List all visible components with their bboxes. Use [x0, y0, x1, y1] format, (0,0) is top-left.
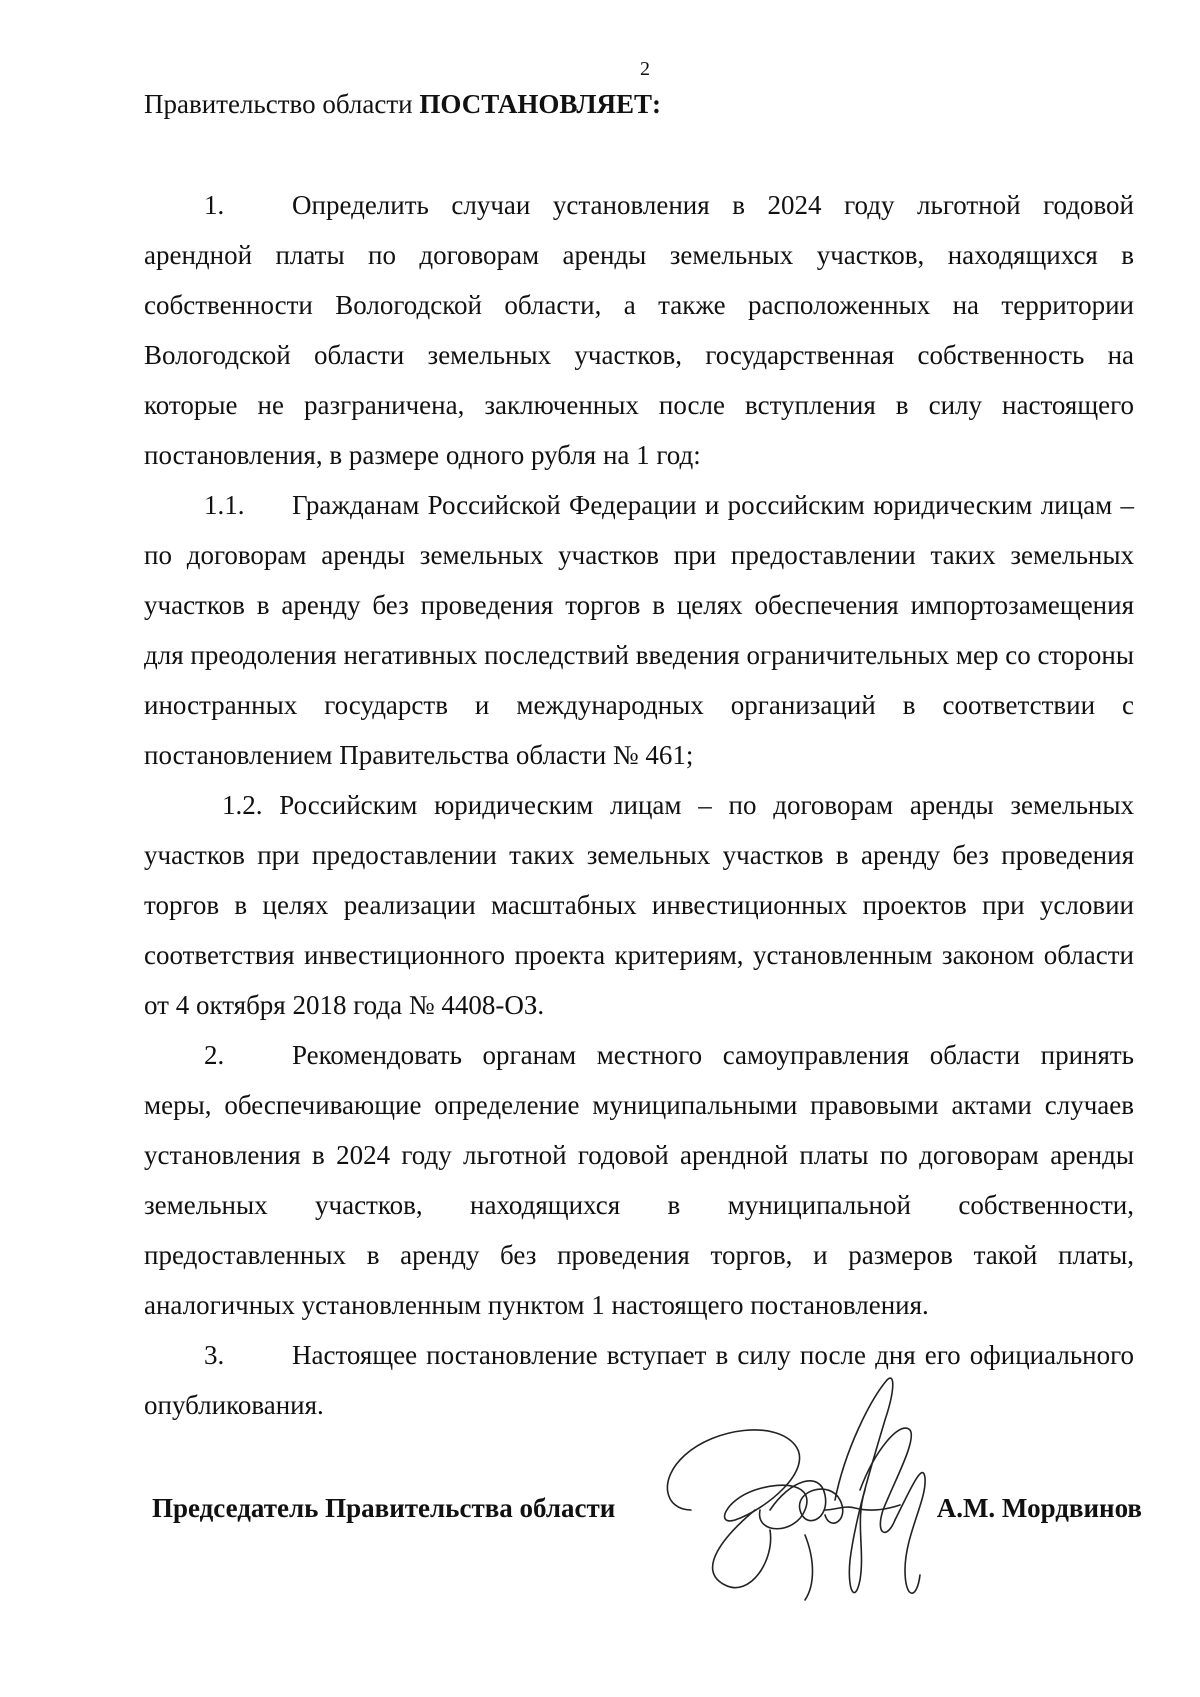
preamble-resolves: ПОСТАНОВЛЯЕТ:: [419, 89, 661, 119]
paragraph-text: Российским юридическим лицам – по договорам аренды земельных участков при предоставлении таких земельных участков в аренду без проведения торгов в целях реализации масштабных инвестиционных проектов при условии соответствия инвестиционного проекта критериям, установленным законом области от 4 октября 2018 года № 4408-ОЗ.: [144, 790, 1134, 1020]
paragraph-number: 1.2.: [222, 790, 263, 820]
paragraph-number: 2.: [204, 1040, 225, 1070]
paragraph-number: 3.: [204, 1340, 225, 1370]
preamble: [144, 84, 661, 124]
paragraph-1-1: [144, 480, 1134, 780]
paragraph-text: Настоящее постановление вступает в силу после дня его официального опубликования.: [144, 1340, 1134, 1420]
paragraph-1-2: [144, 780, 1134, 1030]
signature-block: [152, 1493, 1142, 1553]
page-number: 2: [640, 58, 650, 80]
signatory-name: А.М. Мордвинов: [936, 1493, 1142, 1523]
signatory-title: Председатель Правительства области: [152, 1493, 616, 1523]
paragraph-text: Определить случаи установления в 2024 году льготной годовой арендной платы по договорам аренды земельных участков, находящихся в собственности Вологодской области, а также расположенных на территории Вологодской области земельных участков, государственная собственность на которые не разграничена, заключенных после вступления в силу настоящего постановления, в размере одного рубля на 1 год:: [144, 190, 1134, 470]
paragraph-text: Гражданам Российской Федерации и российским юридическим лицам – по договорам аренды земельных участков при предоставлении таких земельных участков в аренду без проведения торгов в целях обеспечения импортозамещения для преодоления негативных последствий введения ограничительных мер со стороны иностранных государств и международных организаций в соответствии с постановлением Правительства области № 461;: [144, 490, 1134, 770]
paragraph-number: 1.: [204, 190, 225, 220]
paragraph-1: [144, 180, 1134, 480]
resolution-body: [144, 180, 1134, 1430]
handwritten-signature-icon: [655, 1360, 940, 1615]
paragraph-number: 1.1.: [204, 490, 245, 520]
paragraph-2: [144, 1030, 1134, 1330]
paragraph-3: [144, 1330, 1134, 1430]
preamble-prefix: Правительство области: [144, 89, 420, 119]
paragraph-text: Рекомендовать органам местного самоуправления области принять меры, обеспечивающие определение муниципальными правовыми актами случаев установления в 2024 году льготной годовой арендной платы по договорам аренды земельных участков, находящихся в муниципальной собственности, предоставленных в аренду без проведения торгов, и размеров такой платы, аналогичных установленным пунктом 1 настоящего постановления.: [144, 1040, 1134, 1320]
